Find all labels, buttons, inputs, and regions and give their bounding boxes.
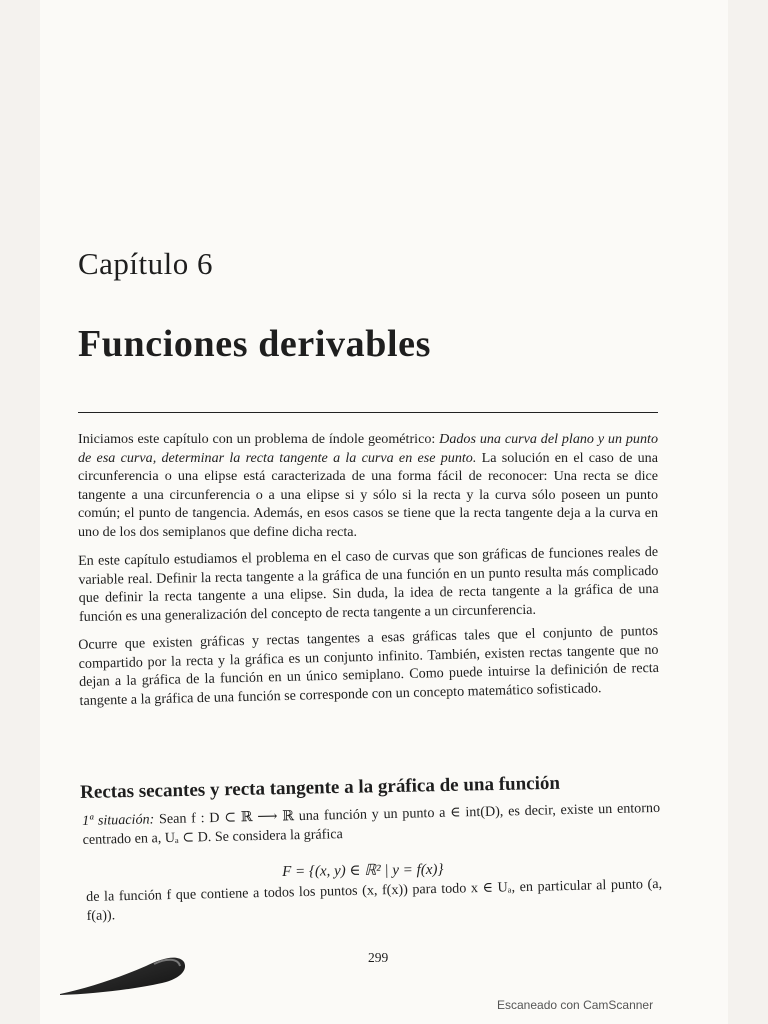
intro-p1-problem: Dados una curva del plano y un punto de esa curva, determinar la recta tangente a la curva en ese punto. <box>78 431 658 466</box>
page-number: 299 <box>368 950 389 965</box>
chapter-label: Capítulo 6 <box>78 246 214 281</box>
situation-text: Sean f : D ⊂ ℝ ⟶ ℝ una función y un punto a ∈ int(D), es decir, existe un entorno centrado en a, Uₐ ⊂ D. Se considera la gráfica <box>82 799 661 848</box>
section-heading: Rectas secantes y recta tangente a la gráfica de una función <box>80 772 561 803</box>
intro-paragraph-1 <box>78 430 658 542</box>
chapter-title: Funciones derivables <box>78 323 431 365</box>
scanner-watermark: Escaneado con CamScanner <box>497 998 654 1012</box>
intro-text <box>78 430 658 720</box>
intro-p1-lead: Iniciamos este capítulo con un problema de índole geométrico: <box>78 431 440 447</box>
graph-description: de la función f que contiene a todos los puntos (x, f(x)) para todo x ∈ Uₐ, en particular al punto (a, f(a)). <box>86 875 663 924</box>
title-rule <box>78 412 658 413</box>
intro-p1-rest: La solución en el caso de una circunferencia o una elipse está caracterizada de una forma fácil de reconocer: Una recta se dice tangente a una circunferencia o a una elipse si y sólo si la recta y la curva sólo poseen un punto común; el punto de tangencia. Además, en esos casos se tiene que la recta tangente deja a la curva en uno de los dos semiplanos que define dicha recta. <box>78 449 658 540</box>
graph-formula: F = {(x, y) ∈ ℝ² | y = f(x)} <box>282 861 444 880</box>
situation-label: 1ª situación: <box>82 811 155 829</box>
thumb-shadow-icon <box>58 948 190 996</box>
intro-paragraph-3: Ocurre que existen gráficas y rectas tangentes a esas gráficas tales que el conjunto de puntos compartido por la recta y la gráfica es un conjunto infinito. También, existen rectas tangente que no dejan a la gráfica de la función en un único semiplano. Como puede intuirse la definición de recta tangente a la gráfica de una función se corresponde con un concepto matemático sofisticado. <box>78 622 660 709</box>
intro-paragraph-2: En este capítulo estudiamos el problema en el caso de curvas que son gráficas de funciones reales de variable real. Definir la recta tangente a la gráfica de una función en un punto resulta más complicado que definir la recta tangente a una elipse. Sin duda, la idea de recta tangente a la gráfica de una función es una generalización del concepto de recta tangente a un circunferencia. <box>78 543 659 625</box>
